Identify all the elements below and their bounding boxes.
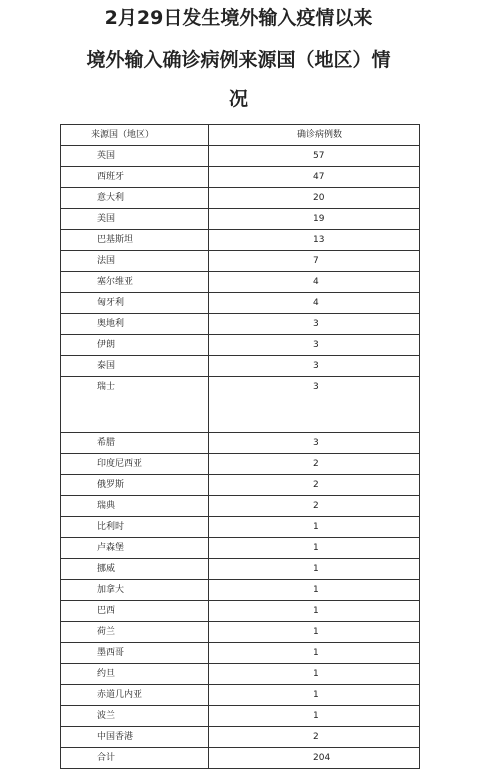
country-cell: 瑞士: [61, 377, 209, 432]
case-count-cell: 1: [209, 559, 420, 579]
country-cell: 法国: [61, 251, 209, 271]
country-cell: 瑞典: [61, 496, 209, 516]
source-country-table: [60, 124, 420, 769]
country-cell: 卢森堡: [61, 538, 209, 558]
country-cell: 匈牙利: [61, 293, 209, 313]
country-cell: 约旦: [61, 664, 209, 684]
table-row: [61, 251, 420, 272]
table-row: [61, 356, 420, 377]
case-count-cell: 2: [209, 475, 420, 495]
country-cell: 意大利: [61, 188, 209, 208]
total-count-cell: 204: [209, 748, 420, 768]
case-count-cell: 1: [209, 664, 420, 684]
table-row: [61, 167, 420, 188]
table-row: [61, 272, 420, 293]
case-count-cell: 3: [209, 433, 420, 453]
table-row: [61, 314, 420, 335]
country-cell: 荷兰: [61, 622, 209, 642]
table-row: [61, 664, 420, 685]
country-cell: 西班牙: [61, 167, 209, 187]
country-cell: 加拿大: [61, 580, 209, 600]
table-row: [61, 433, 420, 454]
table-body: [61, 146, 420, 748]
country-cell: 伊朗: [61, 335, 209, 355]
total-label-cell: 合计: [61, 748, 209, 768]
case-count-cell: 2: [209, 727, 420, 747]
case-count-cell: 1: [209, 643, 420, 663]
country-cell: 巴西: [61, 601, 209, 621]
case-count-cell: 1: [209, 601, 420, 621]
case-count-cell: 1: [209, 706, 420, 726]
case-count-cell: 7: [209, 251, 420, 271]
country-cell: 俄罗斯: [61, 475, 209, 495]
country-cell: 挪威: [61, 559, 209, 579]
table-row: [61, 377, 420, 433]
table-row: [61, 517, 420, 538]
country-cell: 比利时: [61, 517, 209, 537]
country-cell: 墨西哥: [61, 643, 209, 663]
case-count-cell: 13: [209, 230, 420, 250]
case-count-cell: 3: [209, 377, 420, 432]
country-cell: 美国: [61, 209, 209, 229]
country-cell: 印度尼西亚: [61, 454, 209, 474]
country-cell: 巴基斯坦: [61, 230, 209, 250]
country-cell: 希腊: [61, 433, 209, 453]
case-count-cell: 20: [209, 188, 420, 208]
table-row: [61, 146, 420, 167]
country-cell: 波兰: [61, 706, 209, 726]
table-header-row: [61, 125, 420, 146]
table-row: [61, 706, 420, 727]
case-count-cell: 1: [209, 517, 420, 537]
table-total-row: [61, 748, 420, 769]
table-title-line-1: 境外输入确诊病例来源国（地区）情: [86, 49, 391, 71]
table-row: [61, 559, 420, 580]
case-count-cell: 1: [209, 580, 420, 600]
table-title-line-2: 况: [228, 88, 248, 110]
case-count-cell: 3: [209, 314, 420, 334]
case-count-cell: 4: [209, 272, 420, 292]
country-cell: 泰国: [61, 356, 209, 376]
case-count-cell: 3: [209, 356, 420, 376]
table-row: [61, 475, 420, 496]
table-row: [61, 580, 420, 601]
country-cell: 塞尔维亚: [61, 272, 209, 292]
country-cell: 赤道几内亚: [61, 685, 209, 705]
country-cell: 奥地利: [61, 314, 209, 334]
page-title: 2月29日发生境外输入疫情以来: [104, 7, 373, 29]
table-row: [61, 335, 420, 356]
case-count-cell: 1: [209, 685, 420, 705]
table-row: [61, 293, 420, 314]
table-row: [61, 727, 420, 748]
table-row: [61, 538, 420, 559]
table-row: [61, 622, 420, 643]
column-header-count: 确诊病例数: [209, 125, 420, 145]
country-cell: 英国: [61, 146, 209, 166]
table-row: [61, 209, 420, 230]
table-row: [61, 496, 420, 517]
case-count-cell: 1: [209, 622, 420, 642]
case-count-cell: 47: [209, 167, 420, 187]
table-row: [61, 454, 420, 475]
table-row: [61, 643, 420, 664]
case-count-cell: 4: [209, 293, 420, 313]
table-row: [61, 188, 420, 209]
case-count-cell: 57: [209, 146, 420, 166]
case-count-cell: 19: [209, 209, 420, 229]
country-cell: 中国香港: [61, 727, 209, 747]
column-header-country: 来源国（地区）: [61, 125, 209, 145]
table-row: [61, 230, 420, 251]
table-row: [61, 685, 420, 706]
table-row: [61, 601, 420, 622]
case-count-cell: 2: [209, 454, 420, 474]
case-count-cell: 2: [209, 496, 420, 516]
case-count-cell: 3: [209, 335, 420, 355]
case-count-cell: 1: [209, 538, 420, 558]
